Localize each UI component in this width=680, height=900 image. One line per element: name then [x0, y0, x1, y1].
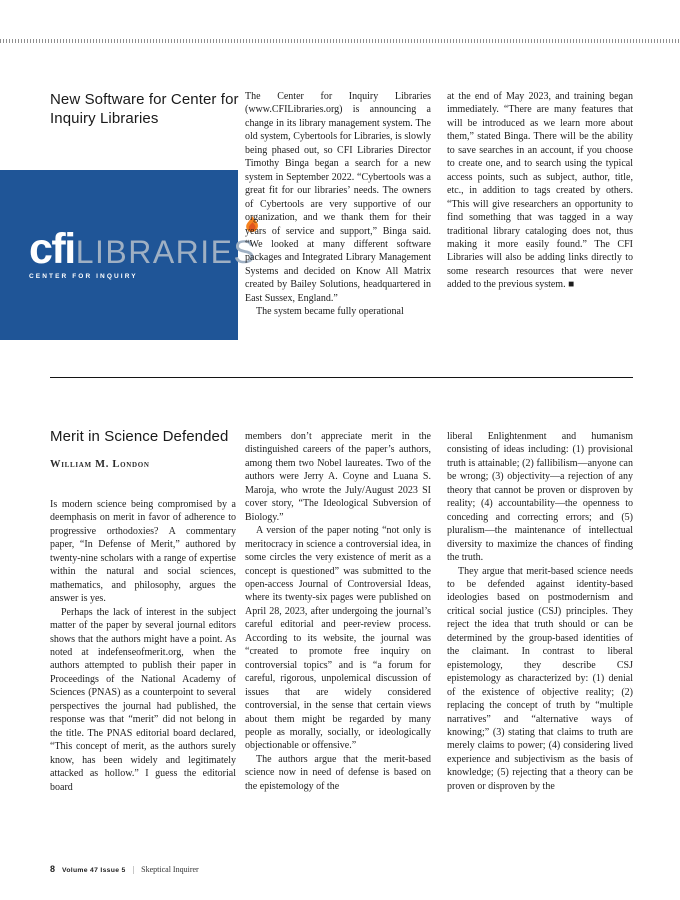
- article1-column-2: [245, 90, 431, 358]
- article1-paragraph: The Center for Inquiry Libraries (www.CFILibraries.org) is announcing a change in its library management system. The old system, Cybertools for Libraries, is slowly being phased out, so CFI Libraries Director Timothy Binga began a search for a new system in September 2022. “Cybertools was a great fit for our libraries’ needs. The owners of Cybertools are very supportive of our organization, and we thank them for their years of service and support,” Binga said. “We looked at many different software packages and Integrated Library Management Systems and decided on Know All Matrix created by Bailey Solutions, headquartered in East Sussex, England.”: [245, 91, 431, 304]
- article1-column-3: [447, 90, 633, 358]
- article2-title: Merit in Science Defended: [50, 428, 229, 445]
- article2-paragraph: The authors argue that the merit-based science now in need of defense is based on the epistemology of the: [245, 753, 431, 792]
- article1-title: New Software for Center for Inquiry Libraries: [50, 91, 239, 127]
- footer-separator: |: [132, 865, 135, 874]
- cfi-wordmark: cfi: [29, 225, 75, 273]
- article2-byline: William M. London: [50, 459, 150, 470]
- cfi-libraries-logo: [0, 170, 257, 340]
- article2-paragraph: Perhaps the lack of interest in the subject matter of the paper by several journal editors shows that the authors might have a point. As noted at indefenseofmerit.org, when the authors attempted to publish their paper in Proceedings of the National Academy of Sciences (PNAS) as a counterpoint to several perspectives the journal had published, the response was that “merit” did not belong in the title. The PNAS editorial board declared, “This concept of merit, as the authors surely know, has been widely and legitimately attacked as hollow.” I guess the editorial board: [50, 606, 236, 793]
- article2-paragraph: A version of the paper noting “not only is meritocracy in science a controversial idea, in some circles the very existence of merit as a concept is questioned” was submitted to the open-access Journal of Controversial Ideas, where its twenty-six pages were published on April 28, 2023, after undergoing the journal’s careful editorial and peer-review process. According to its website, the journal was “created to promote free inquiry on controversial topics” and is “a forum for careful, rigorous, unpolemical discussion of issues that are widely considered controversial, in the sense that certain views about them might be regarded by many people as morally, socially, or ideologically objectionable or offensive.”: [245, 525, 431, 752]
- article2-column-3: [447, 430, 633, 872]
- article-divider-rule: [50, 377, 633, 378]
- cfi-libraries-logo-inner: [29, 225, 257, 280]
- article1-paragraph: The system became fully operational: [256, 306, 404, 318]
- article2-column-2: [245, 430, 431, 872]
- article1-paragraph: at the end of May 2023, and training began immediately. “There are many features that will be introduced as we learn more about them,” stated Binga. There will be the ability to save searches in an account, if you choose to create one, and to search using the typical access points, such as subject, author, title, etc., in addition to tags created by others. “This will give researchers an opportunity to find something that was tagged in a way traditional library cataloging does not, thus making it more easily found.” The CFI Libraries will also be adding links directly to some research resources that were never added to the previous system. ■: [447, 91, 633, 291]
- article2-paragraph: Is modern science being compromised by a deemphasis on merit in favor of adherence to progressive orthodoxies? A commentary paper, “In Defense of Merit,” authored by twenty-nine scholars with a range of expertise within the natural and social sciences, mathematics, and philosophy, argues the answer is yes.: [50, 499, 236, 605]
- footer-page-number: 8: [50, 864, 56, 874]
- footer-issue-label: Volume 47 Issue 5: [62, 867, 126, 874]
- article2-paragraph: They argue that merit-based science needs to be defended against identity-based ideologies based on postmodernism and critical social justice (CSJ) principles. They reject the idea that truth should or can be determined by the group-based identities of the claimant. In contrast to liberal epistemology, they describe CSJ epistemology as characterized by: (1) denial of the existence of objective reality; (2) replacing the concept of truth by “multiple narratives” and “alternative ways of knowing;” (3) stating that claims to truth are merely claims to power; (4) considering lived experience and subjectivism as the basis of knowledge; (5) rejecting that a theory can be proven or disproven by the: [447, 565, 633, 792]
- article2-column-1: [50, 498, 236, 872]
- center-for-inquiry-tagline: CENTER FOR INQUIRY: [29, 273, 138, 280]
- article2-paragraph: members don’t appreciate merit in the distinguished careers of the paper’s authors, among them two Nobel laureates. Two of the authors were Jerry A. Coyne and Luana S. Maroja, who wrote the July/August 2023 SI cover story, “The Ideological Subversion of Biology.”: [245, 431, 431, 523]
- top-dotted-rule: [0, 39, 680, 43]
- libraries-wordmark: LIBRARIES: [75, 234, 257, 270]
- article2-paragraph: liberal Enlightenment and humanism consisting of ideas including: (1) provisional truth is attainable; (2) fallibilism—anyone can be wrong; (3) objectivity—a rejection of any theory that cannot be proven or disproven by reality; (4) accountability—the openness to conceding and correcting errors; and (5) pluralism—the maintenance of intellectual diversity to maximize the chances of finding the truth.: [447, 431, 633, 564]
- footer-magazine-name: Skeptical Inquirer: [141, 865, 199, 874]
- page-footer: [50, 864, 199, 874]
